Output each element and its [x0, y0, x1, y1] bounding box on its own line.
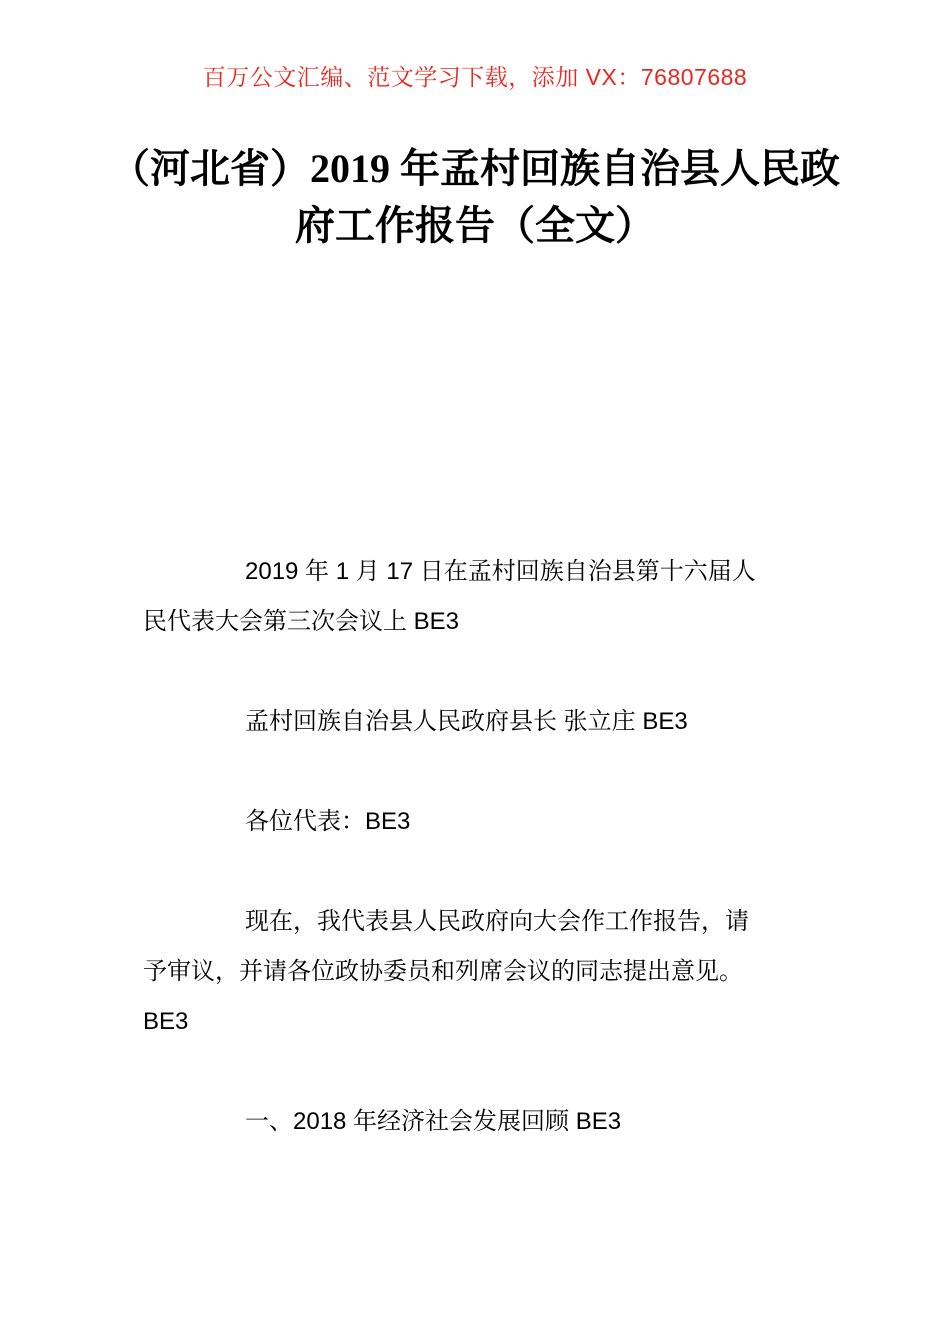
paragraph-intro [143, 897, 890, 1047]
paragraph-line: 孟村回族自治县人民政府县长 张立庄 BE3 [245, 708, 688, 735]
vertical-spacer [0, 254, 950, 547]
paragraph-line: 现在，我代表县人民政府向大会作工作报告，请 [245, 908, 749, 935]
paragraph-speaker [143, 697, 890, 747]
title-line-2: 府工作报告（全文） [295, 203, 655, 248]
paragraph-salutation [143, 797, 890, 847]
paragraph-line: 民代表大会第三次会议上 BE3 [143, 608, 460, 635]
paragraph-line: 予审议，并请各位政协委员和列席会议的同志提出意见。 [143, 958, 743, 985]
document-title [40, 140, 910, 254]
paragraph-line: BE3 [143, 1008, 189, 1035]
paragraph-line: 2019 年 1 月 17 日在孟村回族自治县第十六届人 [245, 558, 756, 585]
document-body [0, 547, 950, 1147]
watermark-notice: 百万公文汇编、范文学习下载，添加 VX：76807688 [202, 64, 748, 90]
paragraph-section-heading [143, 1097, 890, 1147]
paragraph-session-line [143, 547, 890, 647]
paragraph-line: 各位代表：BE3 [245, 808, 411, 835]
paragraph-line: 一、2018 年经济社会发展回顾 BE3 [245, 1108, 622, 1135]
title-line-1: （河北省）2019 年孟村回族自治县人民政 [110, 146, 840, 191]
